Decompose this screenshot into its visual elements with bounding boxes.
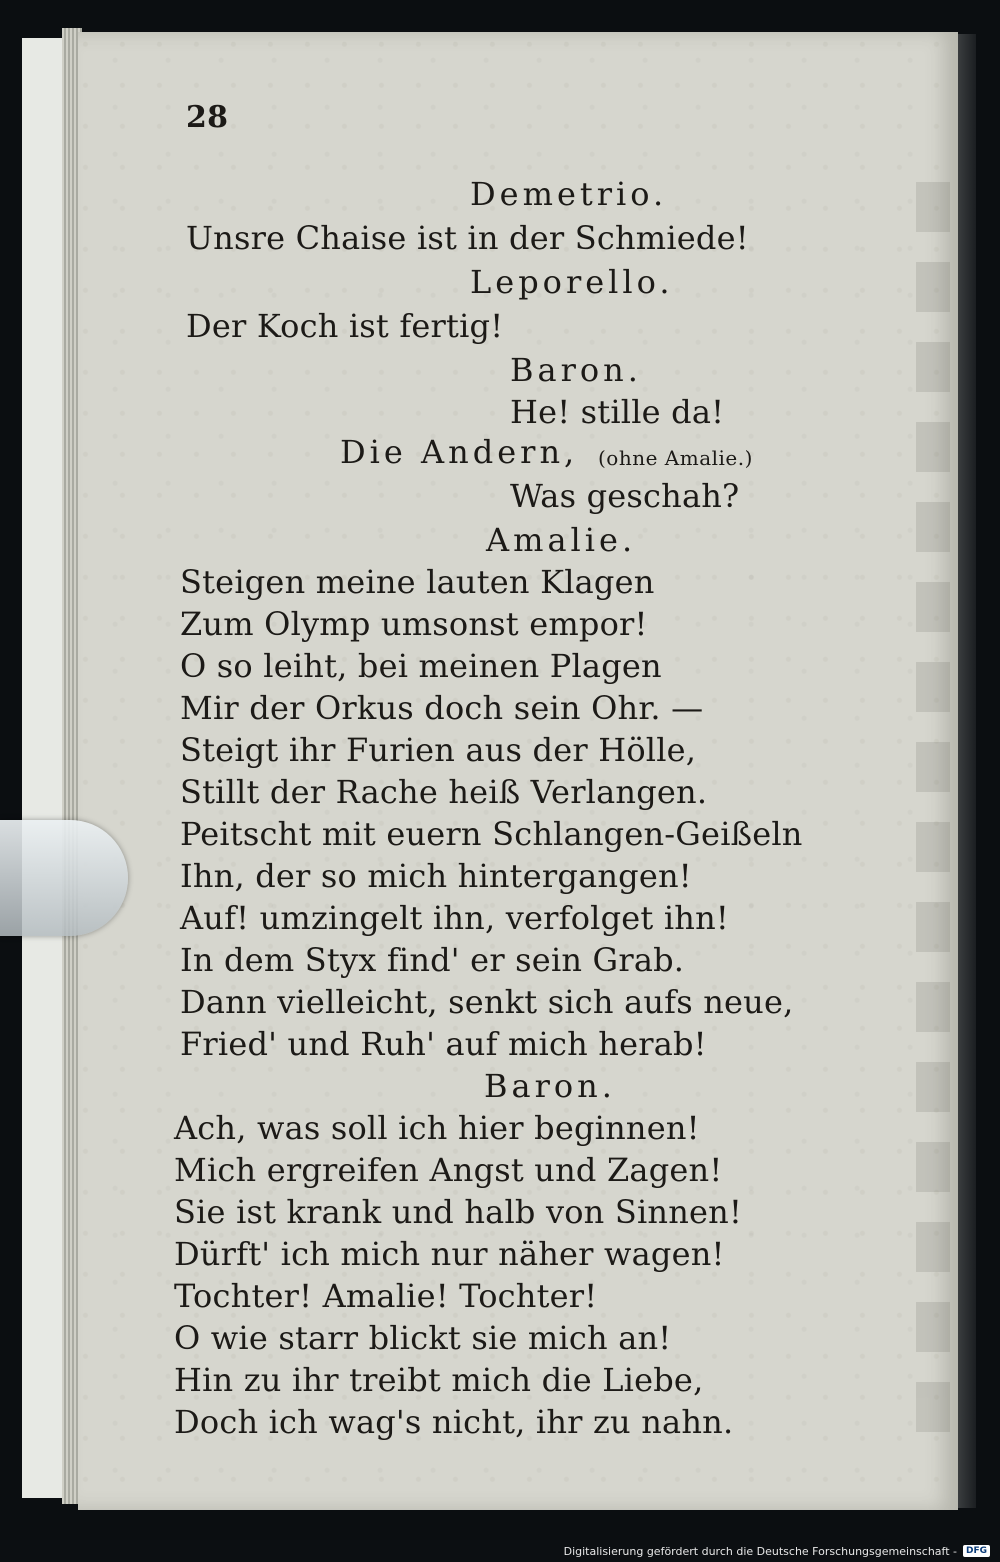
page-clip [0, 820, 128, 936]
speaker-amalie: Amalie. [486, 521, 637, 559]
verse-line: O wie starr blickt sie mich an! [174, 1319, 672, 1357]
verse-line: He! stille da! [510, 393, 725, 431]
verse-line: Unsre Chaise ist in der Schmiede! [186, 219, 749, 257]
stage-direction: (ohne Amalie.) [598, 446, 753, 470]
verse-line: Dürft' ich mich nur näher wagen! [174, 1235, 725, 1273]
verse-line: Was geschah? [510, 477, 740, 515]
verse-line: Tochter! Amalie! Tochter! [174, 1277, 598, 1315]
verse-line: Fried' und Ruh' auf mich herab! [180, 1025, 707, 1063]
verse-line: Dann vielleicht, senkt sich aufs neue, [180, 983, 794, 1021]
page-number: 28 [186, 100, 229, 135]
verse-line: In dem Styx find' er sein Grab. [180, 941, 685, 979]
dfg-logo-icon: DFG [963, 1545, 990, 1557]
verse-line: Mich ergreifen Angst und Zagen! [174, 1151, 723, 1189]
verse-line: Stillt der Rache heiß Verlangen. [180, 773, 708, 811]
verse-line: Zum Olymp umsonst empor! [180, 605, 648, 643]
book-gutter [958, 34, 976, 1508]
verse-line: Ach, was soll ich hier beginnen! [174, 1109, 700, 1147]
digitization-footer [564, 1542, 990, 1560]
speaker-demetrio: Demetrio. [470, 175, 668, 213]
verse-line: Hin zu ihr treibt mich die Liebe, [174, 1361, 704, 1399]
verse-line: Steigen meine lauten Klagen [180, 563, 655, 601]
footer-credit: Digitalisierung gefördert durch die Deutsche Forschungsgemeinschaft - [563, 1544, 957, 1558]
verse-line: O so leiht, bei meinen Plagen [180, 647, 662, 685]
verse-line: Der Koch ist fertig! [186, 307, 504, 345]
speaker-baron: Baron. [510, 351, 642, 389]
verse-line: Mir der Orkus doch sein Ohr. — [180, 689, 704, 727]
verse-line: Auf! umzingelt ihn, verfolget ihn! [180, 899, 729, 937]
verse-line: Ihn, der so mich hintergangen! [180, 857, 692, 895]
speaker-leporello: Leporello. [470, 263, 674, 301]
speaker-die-andern: Die Andern, [340, 433, 579, 471]
speaker-baron: Baron. [484, 1067, 616, 1105]
bleed-through-text [916, 182, 950, 1482]
verse-line: Sie ist krank und halb von Sinnen! [174, 1193, 743, 1231]
verse-line: Steigt ihr Furien aus der Hölle, [180, 731, 697, 769]
verse-line: Peitscht mit euern Schlangen-Geißeln [180, 815, 803, 853]
verse-line: Doch ich wag's nicht, ihr zu nahn. [174, 1403, 734, 1441]
